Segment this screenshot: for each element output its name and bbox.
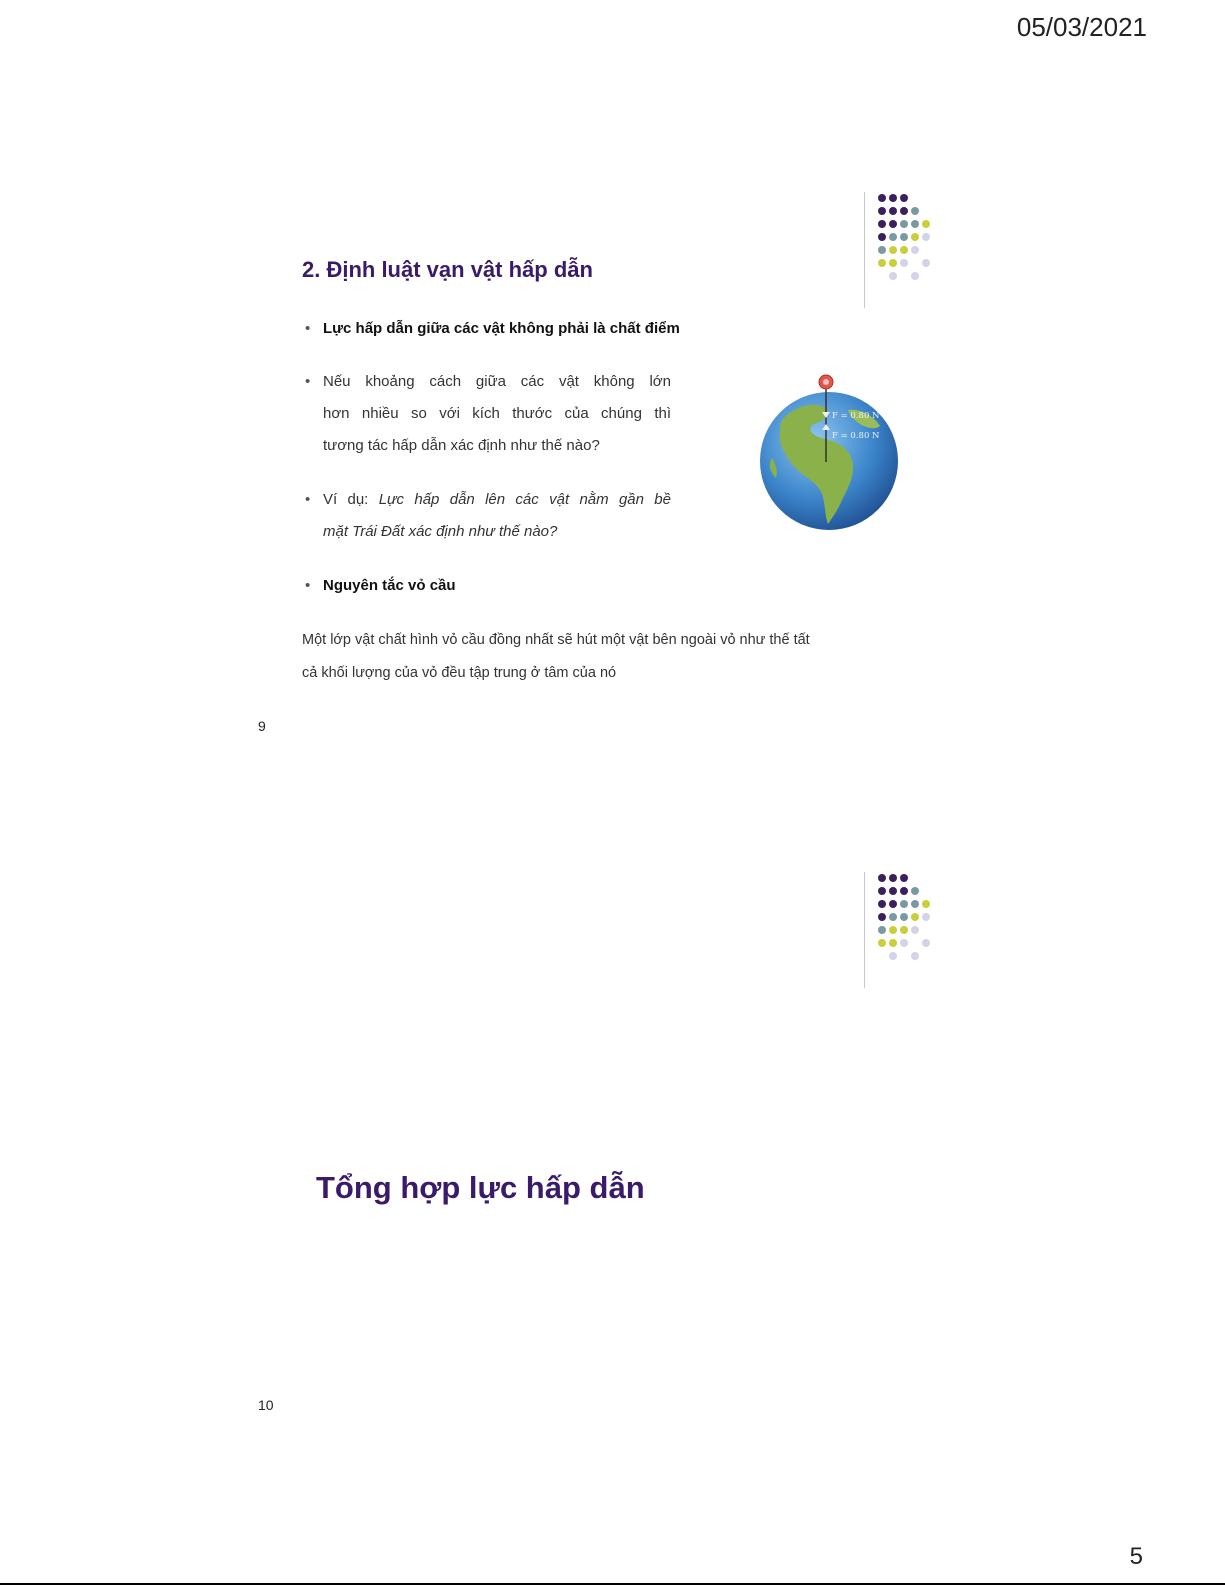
decorative-dot [878, 246, 886, 254]
decorative-dot [878, 913, 886, 921]
decorative-dot [878, 233, 886, 241]
decorative-dot [889, 220, 897, 228]
decorative-dot [911, 926, 919, 934]
decorative-dot [900, 220, 908, 228]
decorative-dot [900, 207, 908, 215]
decorative-dot [911, 272, 919, 280]
decorative-dot [911, 233, 919, 241]
decorative-dot [889, 874, 897, 882]
decorative-dot [922, 259, 930, 267]
decorative-dot [911, 207, 919, 215]
decorative-dot [922, 913, 930, 921]
decorative-dot [889, 246, 897, 254]
decorative-dot [889, 913, 897, 921]
slide-number: 10 [258, 1397, 274, 1413]
decorative-dot [878, 259, 886, 267]
decorative-dot [911, 913, 919, 921]
decorative-dot [889, 939, 897, 947]
earth-figure [752, 368, 912, 536]
decorative-dot [900, 939, 908, 947]
decorative-dot [900, 233, 908, 241]
page-number: 5 [1129, 1543, 1143, 1570]
decorative-dot [911, 900, 919, 908]
decorative-dot [878, 207, 886, 215]
force-label: F = 0.80 N [832, 431, 880, 441]
force-label: F = 0.80 N [832, 411, 880, 421]
bullet-item: • Nguyên tắc vỏ cầu [305, 577, 456, 594]
decorative-dot [878, 220, 886, 228]
decorative-dot [889, 900, 897, 908]
decorative-dot [900, 194, 908, 202]
slide-title: Tổng hợp lực hấp dẫn [316, 1170, 645, 1205]
decorative-dot [900, 913, 908, 921]
decorative-dot [900, 259, 908, 267]
decorative-dot [878, 874, 886, 882]
decorative-dot [889, 233, 897, 241]
decorative-dot [889, 887, 897, 895]
decorative-dot [911, 246, 919, 254]
decorative-dot [889, 272, 897, 280]
decorative-dot [900, 887, 908, 895]
bullet-item: • Ví dụ: Lực hấp dẫn lên các vật nằm gần bề mặt Trái Đất xác định như thế nào? [305, 491, 671, 540]
decorative-dot [900, 246, 908, 254]
decorative-dot [911, 220, 919, 228]
bullet-item: • Nếu khoảng cách giữa các vật không lớn hơn nhiều so với kích thước của chúng thì tương tác hấp dẫn xác định như thế nào? [305, 373, 671, 454]
decorative-dot [889, 259, 897, 267]
decorative-dot-grid [864, 872, 944, 982]
decorative-dot [922, 900, 930, 908]
decorative-dot [889, 926, 897, 934]
decorative-dot [889, 194, 897, 202]
decorative-dot [878, 926, 886, 934]
decorative-dot [911, 952, 919, 960]
earth-globe-icon [752, 368, 912, 536]
slide-number: 9 [258, 718, 266, 734]
decorative-dot [878, 194, 886, 202]
decorative-dot [878, 900, 886, 908]
shell-theorem-paragraph: Một lớp vật chất hình vỏ cầu đồng nhất sẽ hút một vật bên ngoài vỏ như thế tất cả khối lượng của vỏ đều tập trung ở tâm của nó [302, 632, 810, 681]
decorative-dot [911, 887, 919, 895]
decorative-dot [889, 207, 897, 215]
slide-title: 2. Định luật vạn vật hấp dẫn [302, 257, 593, 282]
decorative-dot [878, 887, 886, 895]
decorative-dot [922, 220, 930, 228]
decorative-dot [889, 952, 897, 960]
decorative-dot [922, 939, 930, 947]
decorative-dot [900, 874, 908, 882]
decorative-dot [878, 939, 886, 947]
decorative-dot [900, 926, 908, 934]
decorative-dot [922, 233, 930, 241]
decorative-dot [900, 900, 908, 908]
bullet-item: • Lực hấp dẫn giữa các vật không phải là chất điểm [305, 320, 680, 337]
page-date: 05/03/2021 [1016, 12, 1147, 42]
decorative-dot-grid [864, 192, 944, 302]
